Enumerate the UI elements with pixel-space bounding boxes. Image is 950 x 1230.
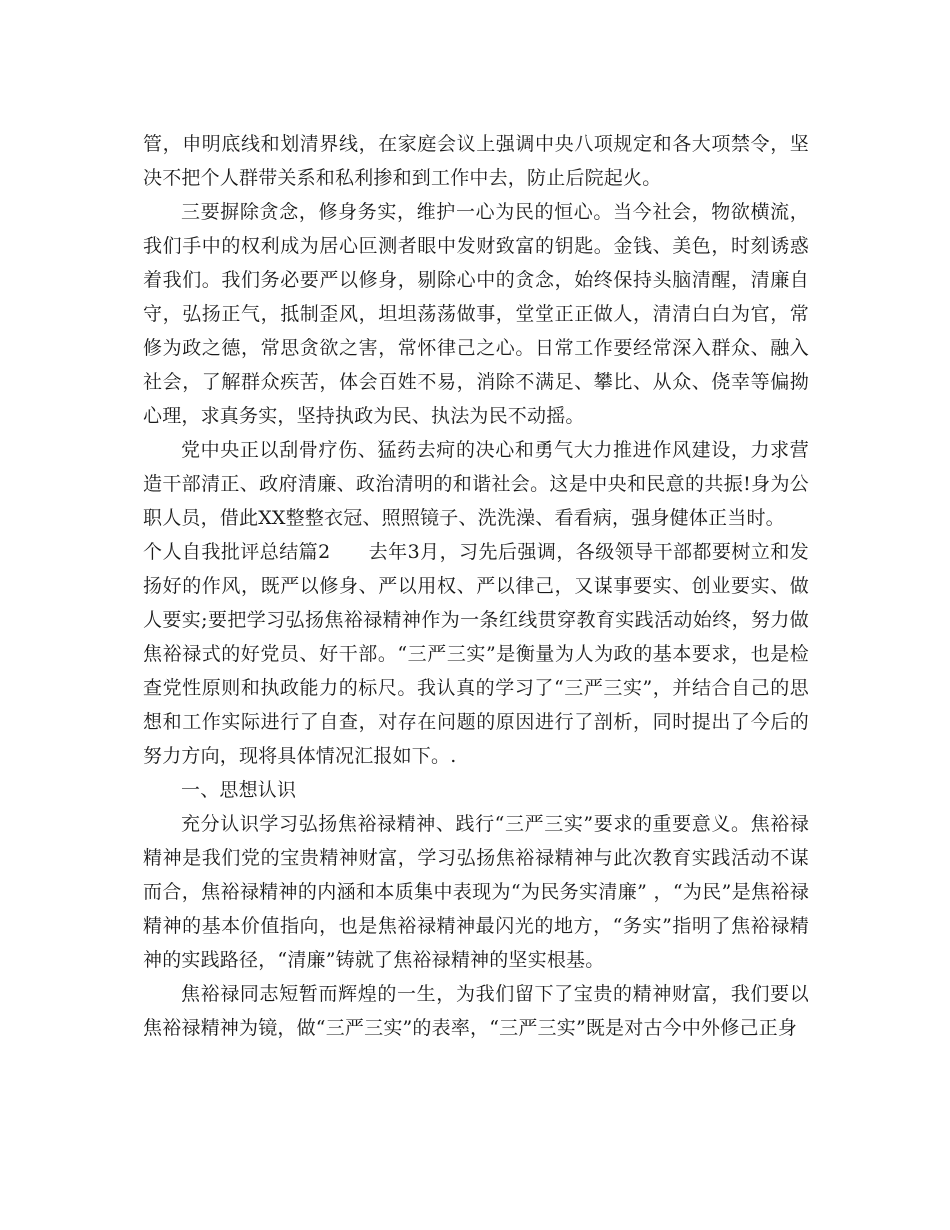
section-subheading: 一、思想认识	[181, 779, 297, 801]
paragraph-3: 党中央正以刮骨疗伤、猛药去疴的决心和勇气大力推进作风建设，力求营造干部清正、政府清廉、政治清明的和谐社会。这是中央和民意的共振!身为公职人员，借此XX整整衣冠、照照镜子、洗洗澡、看看病，强身健体正当时。	[143, 439, 809, 529]
paragraph-4: 个人自我批评总结篇2 去年3月，习先后强调，各级领导干部都要树立和发扬好的作风，既严以修身、严以用权、严以律己，又谋事要实、创业要实、做人要实;要把学习弘扬焦裕禄精神作为一条红线贯穿教育实践活动始终，努力做焦裕禄式的好党员、好干部。“三严三实”是衡量为人为政的基本要求，也是检查党性原则和执政能力的标尺。我认真的学习了“三严三实”，并结合自己的思想和工作实际进行了自查，对存在问题的原因进行了剖析，同时提出了今后的努力方向，现将具体情况汇报如下。.	[143, 541, 809, 767]
paragraph-2: 三要摒除贪念，修身务实，维护一心为民的恒心。当今社会，物欲横流，我们手中的权利成为居心叵测者眼中发财致富的钥匙。金钱、美色，时刻诱惑着我们。我们务必要严以修身，剔除心中的贪念，始终保持头脑清醒，清廉自守，弘扬正气，抵制歪风，坦坦荡荡做事，堂堂正正做人，清清白白为官，常修为政之德，常思贪欲之害，常怀律己之心。日常工作要经常深入群众、融入社会，了解群众疾苦，体会百姓不易，消除不满足、攀比、从众、侥幸等偏拗心理，求真务实，坚持执政为民、执法为民不动摇。	[143, 201, 809, 427]
paragraph-6: 充分认识学习弘扬焦裕禄精神、践行“三严三实”要求的重要意义。焦裕禄精神是我们党的宝贵精神财富，学习弘扬焦裕禄精神与此次教育实践活动不谋而合，焦裕禄精神的内涵和本质集中表现为“为民务实清廉” ，“为民”是焦裕禄精神的基本价值指向，也是焦裕禄精神最闪光的地方，“务实”指明了焦裕禄精神的实践路径，“清廉”铸就了焦裕禄精神的坚实根基。	[143, 813, 809, 971]
paragraph-1: 管，申明底线和划清界线，在家庭会议上强调中央八项规定和各大项禁令，坚决不把个人群带关系和私利掺和到工作中去，防止后院起火。	[143, 133, 809, 189]
paragraph-7: 焦裕禄同志短暂而辉煌的一生，为我们留下了宝贵的精神财富，我们要以焦裕禄精神为镜，做“三严三实”的表率，“三严三实”既是对古今中外修己正身	[143, 983, 809, 1039]
document-body	[143, 127, 809, 1045]
section-heading: 个人自我批评总结篇2	[143, 541, 331, 563]
